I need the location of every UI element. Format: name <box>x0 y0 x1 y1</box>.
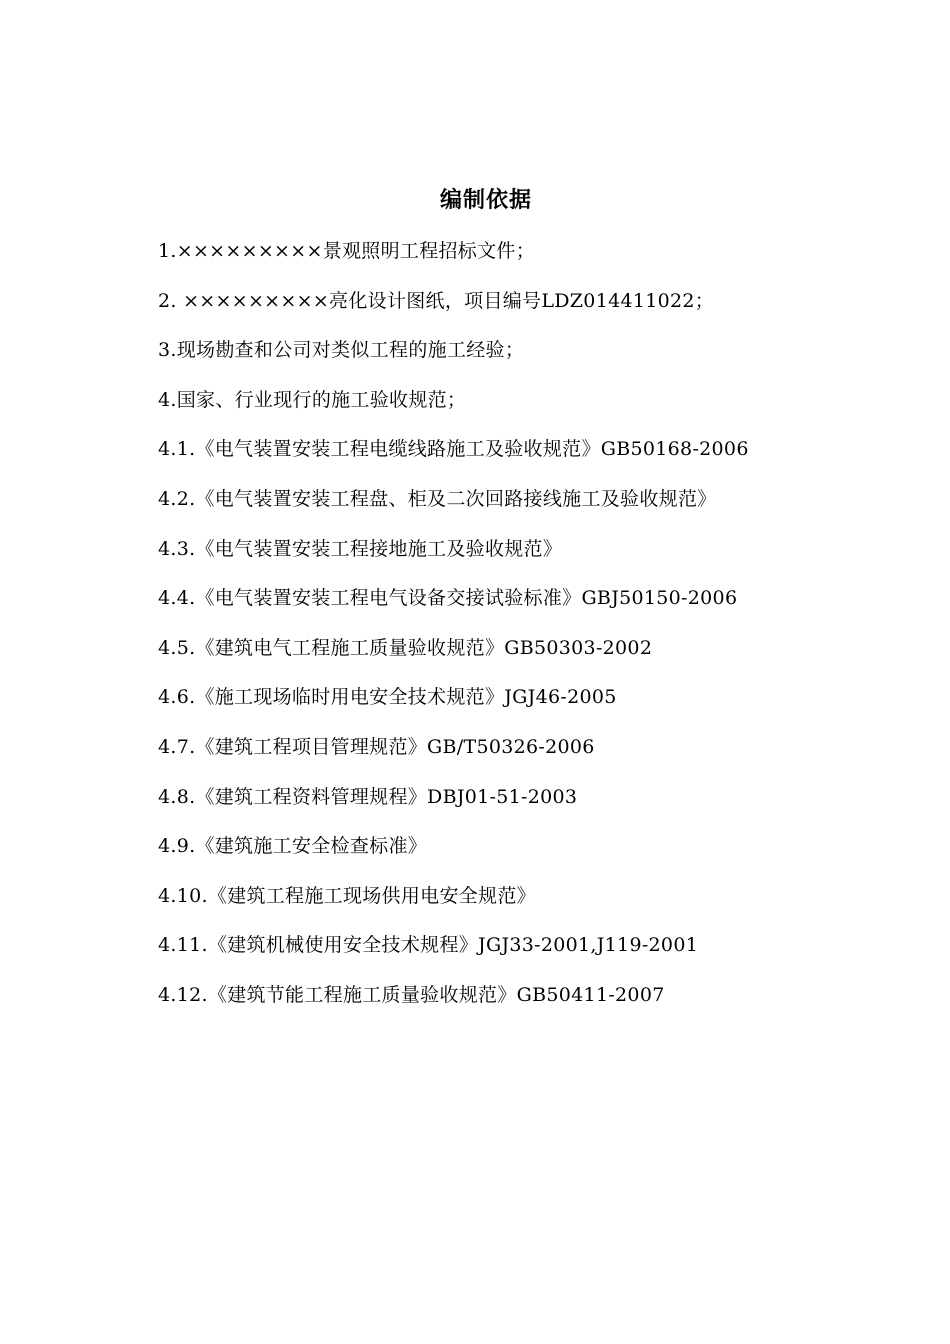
basis-list <box>158 234 938 1028</box>
list-item: 4.5.《建筑电气工程施工质量验收规范》GB50303-2002 <box>158 636 653 659</box>
list-item: 4.12.《建筑节能工程施工质量验收规范》GB50411-2007 <box>158 983 665 1006</box>
list-item: 3.现场勘查和公司对类似工程的施工经验； <box>158 339 525 362</box>
list-item: 4.国家、行业现行的施工验收规范； <box>158 388 467 411</box>
list-item: 4.1.《电气装置安装工程电缆线路施工及验收规范》GB50168-2006 <box>158 438 749 461</box>
list-item: 4.7.《建筑工程项目管理规范》GB/T50326-2006 <box>158 735 595 758</box>
list-item: 4.9.《建筑施工安全检查标准》 <box>158 835 428 858</box>
list-item: 4.4.《电气装置安装工程电气设备交接试验标准》GBJ50150-2006 <box>158 587 738 610</box>
list-item: 4.8.《建筑工程资料管理规程》DBJ01-51-2003 <box>158 785 578 808</box>
page-title: 编制依据 <box>439 188 532 213</box>
list-item: 1.×××××××××景观照明工程招标文件； <box>158 240 536 262</box>
list-item: 4.3.《电气装置安装工程接地施工及验收规范》 <box>158 537 563 560</box>
list-item: 4.6.《施工现场临时用电安全技术规范》JGJ46-2005 <box>158 686 617 709</box>
list-item: 4.10.《建筑工程施工现场供用电安全规范》 <box>158 884 536 907</box>
list-item: 4.11.《建筑机械使用安全技术规程》JGJ33-2001,J119-2001 <box>158 934 699 957</box>
list-item: 2. ×××××××××亮化设计图纸，项目编号LDZ014411022； <box>158 289 715 312</box>
list-item: 4.2.《电气装置安装工程盘、柜及二次回路接线施工及验收规范》 <box>158 487 717 510</box>
